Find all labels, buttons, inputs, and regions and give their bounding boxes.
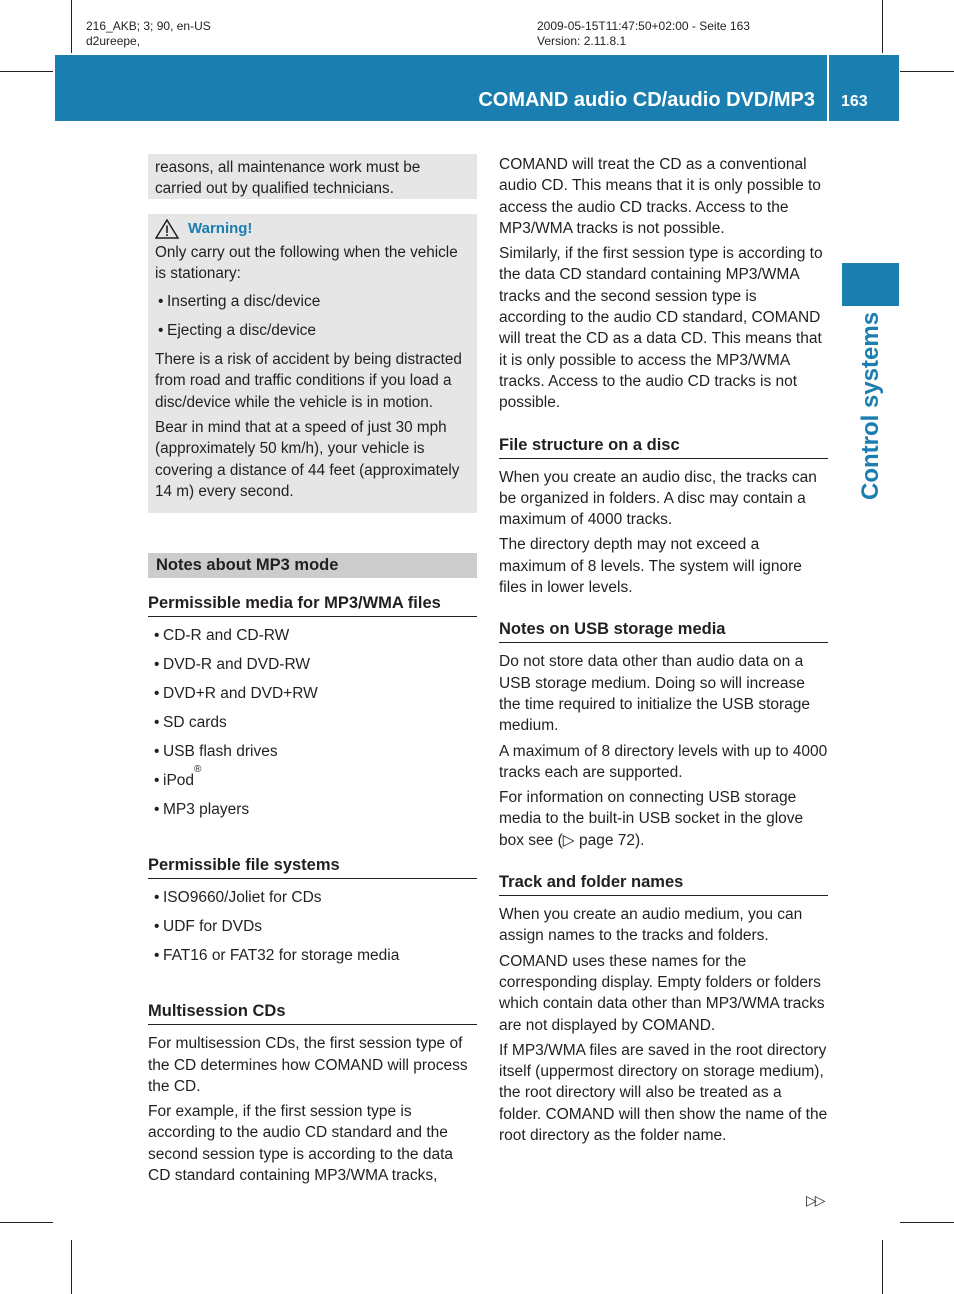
bullet-dot: • [154,743,160,761]
list-item [148,712,477,741]
warning-heading [155,219,470,239]
list-item [148,683,477,712]
page-title: COMAND audio CD/audio DVD/MP3 [478,89,815,111]
list-item [148,799,477,828]
list-item-text: DVD-R and DVD-RW [163,656,310,674]
body-paragraph: If MP3/WMA files are saved in the root directory itself (uppermost directory on storage medium), the root directory will also be treated as a folder. COMAND will then show the name of the root directory as the folder name. [499,1041,828,1144]
print-meta-line: Version: 2.11.8.1 [537,34,627,48]
bullet-dot: • [154,685,160,703]
body-paragraph: For example, if the first session type is according to the audio CD standard and the second session type is according to the data CD standard containing MP3/WMA tracks, [148,1103,454,1185]
list-item-text: MP3 players [163,801,250,819]
crop-mark [882,0,883,53]
bullet-dot: • [154,918,160,936]
list-item [148,887,477,916]
side-tab-label: Control systems [857,311,884,500]
warning-text: Bear in mind that at a speed of just 30 mph (approximately 50 km/h), your vehicle is covering a distance of 44 feet (approximately 14 m) every second. [155,419,460,500]
body-paragraph: For multisession CDs, the first session type of the CD determines how COMAND will process the CD. [148,1035,468,1095]
body-paragraph: Similarly, if the first session type is according to the data CD standard containing MP3/WMA tracks and the second session type is according to the audio CD standard, COMAND will treat the CD as a data CD. This means that it is only possible to access the MP3/WMA tracks. Access to the audio CD tracks is not possible. [499,245,823,412]
usb-heading: Notes on USB storage media [499,618,828,643]
print-meta-left [86,19,211,49]
page-number-band [829,55,899,121]
bullet-dot: • [154,947,160,965]
filesystems-list [148,887,477,974]
media-list [148,625,477,828]
list-item-text: DVD+R and DVD+RW [163,685,318,703]
intro-box [148,154,477,199]
registered-mark: ® [194,764,202,776]
bullet-dot: • [154,772,160,790]
list-item-text: UDF for DVDs [163,918,263,936]
list-item-text: ISO9660/Joliet for CDs [163,889,322,907]
bullet-dot: • [158,292,164,310]
list-item [148,945,477,974]
print-meta-right [537,19,750,49]
list-item [148,625,477,654]
body-paragraph: Do not store data other than audio data on a USB storage medium. Doing so will increase the time required to initialize the USB storage medium. [499,653,811,735]
warning-text: Only carry out the following when the vehicle is stationary: [155,244,458,283]
crop-mark [71,1240,72,1294]
warning-box [148,214,477,513]
list-item [155,291,470,312]
bullet-dot: • [154,801,160,819]
print-meta-line: 2009-05-15T11:47:50+02:00 - Seite 163 [537,19,750,33]
left-column [148,154,477,1190]
warning-text: There is a risk of accident by being distracted from road and traffic conditions if you load a disc/device while the vehicle is in motion. [155,351,462,411]
crop-mark [900,1222,954,1223]
media-heading: Permissible media for MP3/WMA files [148,592,477,617]
list-item [148,654,477,683]
right-column [499,154,828,1150]
print-meta-line: d2ureepe, [86,34,141,48]
list-item-text: Ejecting a disc/device [167,321,317,339]
crop-mark [0,1222,53,1223]
body-paragraph: The directory depth may not exceed a maximum of 8 levels. The system will ignore files in lower levels. [499,536,802,597]
structure-heading: File structure on a disc [499,434,828,459]
warning-triangle-icon [155,219,179,239]
print-meta-line: 216_AKB; 3; 90, en-US [86,19,211,33]
header-band [55,55,827,121]
crop-mark [0,71,53,72]
body-paragraph: COMAND will treat the CD as a conventional audio CD. This means that it is only possible to access the audio CD tracks. Access to the MP3/WMA tracks is not possible. [499,156,821,237]
page-number: 163 [841,93,868,110]
body-paragraph: For information on connecting USB storage media to the built-in USB socket in the glove box see (▷ page 72). [499,789,804,849]
filesystems-heading: Permissible file systems [148,854,477,879]
names-heading: Track and folder names [499,871,828,896]
crop-mark [900,71,954,72]
body-paragraph: When you create an audio medium, you can assign names to the tracks and folders. [499,906,803,945]
list-item-text: iPod [163,772,195,790]
section-title: Notes about MP3 mode [148,553,477,578]
list-item-text: Inserting a disc/device [167,292,321,310]
bullet-dot: • [154,627,160,645]
crop-mark [882,1240,883,1294]
multisession-heading: Multisession CDs [148,1000,477,1025]
bullet-dot: • [158,321,164,339]
list-item [148,764,477,799]
list-item [155,320,470,341]
body-paragraph: When you create an audio disc, the tracks can be organized in folders. A disc may contain a maximum of 4000 tracks. [499,468,817,529]
list-item-text: FAT16 or FAT32 for storage media [163,947,400,965]
list-item-text: USB flash drives [163,743,278,761]
bullet-dot: • [154,889,160,907]
continue-arrow-icon: ▷▷ [806,1192,824,1208]
intro-text: reasons, all maintenance work must be carried out by qualified technicians. [155,159,421,198]
bullet-dot: • [154,656,160,674]
bullet-dot: • [154,714,160,732]
crop-mark [71,0,72,53]
list-item-text: CD-R and CD-RW [163,627,290,645]
list-item [148,916,477,945]
body-paragraph: A maximum of 8 directory levels with up to 4000 tracks each are supported. [499,742,828,781]
warning-heading-text: Warning! [188,220,253,237]
list-item-text: SD cards [163,714,227,732]
body-paragraph: COMAND uses these names for the corresponding display. Empty folders or folders which contain data other than MP3/WMA tracks are not displayed by COMAND. [499,952,825,1034]
